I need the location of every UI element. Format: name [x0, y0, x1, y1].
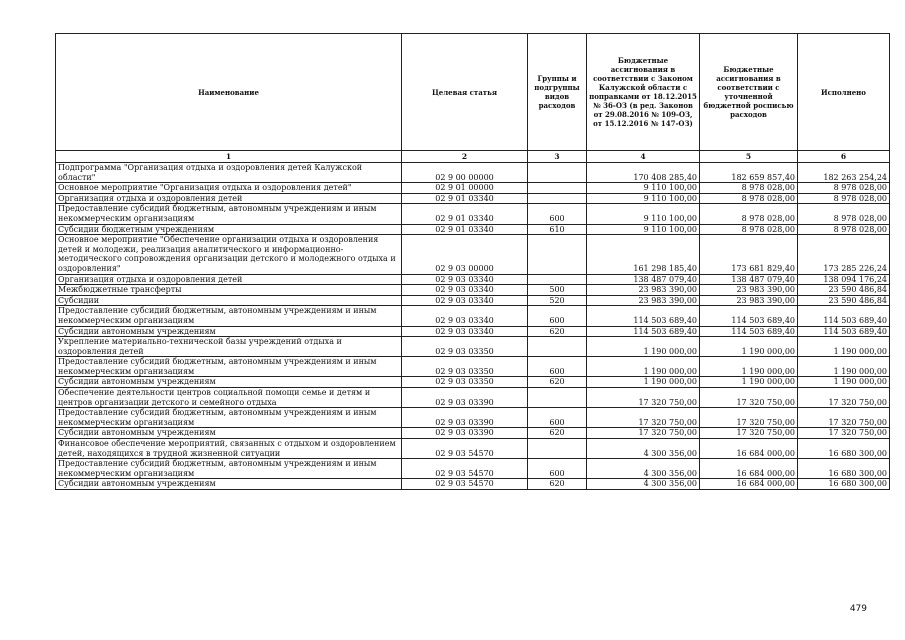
- column-number: 2: [402, 151, 528, 163]
- table-body: [56, 163, 890, 490]
- row-refined-amount: 1 190 000,00: [700, 357, 798, 377]
- row-law-amount: 9 110 100,00: [587, 204, 700, 224]
- header-row: [56, 34, 890, 151]
- table-row: [56, 326, 890, 337]
- row-refined-amount: 17 320 750,00: [700, 388, 798, 408]
- row-executed-amount: 8 978 028,00: [798, 183, 890, 194]
- row-expense-group: [528, 235, 587, 274]
- row-law-amount: 17 320 750,00: [587, 408, 700, 428]
- row-target-code: 02 9 01 03340: [402, 224, 528, 235]
- row-name: Основное мероприятие "Организация отдыха и оздоровления детей": [56, 183, 402, 194]
- row-executed-amount: 1 190 000,00: [798, 357, 890, 377]
- header-refined: Бюджетные ассигнования в соответствии с уточненной бюджетной росписью расходов: [700, 34, 798, 151]
- row-name: Финансовое обеспечение мероприятий, связанных с отдыхом и оздоровлением детей, находящихся в трудной жизненной ситуации: [56, 439, 402, 459]
- table-row: [56, 295, 890, 306]
- row-expense-group: [528, 183, 587, 194]
- row-target-code: 02 9 03 03340: [402, 274, 528, 285]
- row-law-amount: 1 190 000,00: [587, 377, 700, 388]
- row-refined-amount: 138 487 079,40: [700, 274, 798, 285]
- row-name: Субсидии автономным учреждениям: [56, 428, 402, 439]
- row-expense-group: 600: [528, 306, 587, 326]
- row-target-code: 02 9 01 00000: [402, 183, 528, 194]
- row-name: Субсидии автономным учреждениям: [56, 326, 402, 337]
- row-name: Предоставление субсидий бюджетным, автономным учреждениям и иным некоммерческим организациям: [56, 306, 402, 326]
- row-executed-amount: 114 503 689,40: [798, 326, 890, 337]
- row-law-amount: 138 487 079,40: [587, 274, 700, 285]
- row-target-code: 02 9 03 03390: [402, 388, 528, 408]
- table-row: [56, 183, 890, 194]
- row-executed-amount: 8 978 028,00: [798, 193, 890, 204]
- row-name: Межбюджетные трансферты: [56, 285, 402, 296]
- row-expense-group: 610: [528, 224, 587, 235]
- row-refined-amount: 17 320 750,00: [700, 428, 798, 439]
- row-target-code: 02 9 03 03390: [402, 428, 528, 439]
- table-row: [56, 163, 890, 183]
- row-refined-amount: 114 503 689,40: [700, 326, 798, 337]
- row-refined-amount: 114 503 689,40: [700, 306, 798, 326]
- row-name: Обеспечение деятельности центров социальной помощи семье и детям и центров организации детского и семейного отдыха: [56, 388, 402, 408]
- row-law-amount: 161 298 185,40: [587, 235, 700, 274]
- row-name: Предоставление субсидий бюджетным, автономным учреждениям и иным некоммерческим организациям: [56, 408, 402, 428]
- row-refined-amount: 8 978 028,00: [700, 183, 798, 194]
- table-row: [56, 357, 890, 377]
- row-law-amount: 4 300 356,00: [587, 479, 700, 490]
- row-expense-group: 600: [528, 459, 587, 479]
- row-executed-amount: 173 285 226,24: [798, 235, 890, 274]
- row-expense-group: 620: [528, 377, 587, 388]
- row-target-code: 02 9 03 03340: [402, 295, 528, 306]
- row-name: Предоставление субсидий бюджетным, автономным учреждениям и иным некоммерческим организациям: [56, 204, 402, 224]
- row-law-amount: 9 110 100,00: [587, 193, 700, 204]
- row-refined-amount: 8 978 028,00: [700, 193, 798, 204]
- table-row: [56, 285, 890, 296]
- row-executed-amount: 8 978 028,00: [798, 204, 890, 224]
- table-row: [56, 235, 890, 274]
- row-law-amount: 23 983 390,00: [587, 285, 700, 296]
- row-target-code: 02 9 03 03350: [402, 357, 528, 377]
- row-refined-amount: 17 320 750,00: [700, 408, 798, 428]
- header-groups: Группы и подгруппы видов расходов: [528, 34, 587, 151]
- row-target-code: 02 9 03 03340: [402, 306, 528, 326]
- table-row: [56, 274, 890, 285]
- table-row: [56, 479, 890, 490]
- row-expense-group: 620: [528, 326, 587, 337]
- row-law-amount: 9 110 100,00: [587, 224, 700, 235]
- row-name: Подпрограмма "Организация отдыха и оздоровления детей Калужской области": [56, 163, 402, 183]
- row-expense-group: 500: [528, 285, 587, 296]
- row-expense-group: [528, 388, 587, 408]
- row-name: Субсидии бюджетным учреждениям: [56, 224, 402, 235]
- row-executed-amount: 1 190 000,00: [798, 377, 890, 388]
- row-executed-amount: 16 680 300,00: [798, 459, 890, 479]
- column-number-row: [56, 151, 890, 163]
- row-executed-amount: 16 680 300,00: [798, 479, 890, 490]
- row-expense-group: 620: [528, 479, 587, 490]
- row-target-code: 02 9 00 00000: [402, 163, 528, 183]
- row-expense-group: 600: [528, 408, 587, 428]
- table-row: [56, 459, 890, 479]
- header-law: Бюджетные ассигнования в соответствии с Законом Калужской области с поправками от 18.12.2015 № 36-ОЗ (в ред. Законов от 29.08.2016 № 109-ОЗ, от 15.12.2016 № 147-ОЗ): [587, 34, 700, 151]
- row-target-code: 02 9 03 03350: [402, 377, 528, 388]
- row-expense-group: [528, 274, 587, 285]
- row-refined-amount: 8 978 028,00: [700, 204, 798, 224]
- row-refined-amount: 1 190 000,00: [700, 337, 798, 357]
- row-refined-amount: 23 983 390,00: [700, 285, 798, 296]
- row-target-code: 02 9 03 03340: [402, 326, 528, 337]
- row-refined-amount: 1 190 000,00: [700, 377, 798, 388]
- row-refined-amount: 23 983 390,00: [700, 295, 798, 306]
- column-number: 5: [700, 151, 798, 163]
- row-target-code: 02 9 03 54570: [402, 479, 528, 490]
- row-law-amount: 114 503 689,40: [587, 326, 700, 337]
- row-target-code: 02 9 01 03340: [402, 204, 528, 224]
- row-refined-amount: 8 978 028,00: [700, 224, 798, 235]
- row-executed-amount: 17 320 750,00: [798, 428, 890, 439]
- row-law-amount: 23 983 390,00: [587, 295, 700, 306]
- column-number: 3: [528, 151, 587, 163]
- row-law-amount: 17 320 750,00: [587, 428, 700, 439]
- header-target: Целевая статья: [402, 34, 528, 151]
- row-law-amount: 1 190 000,00: [587, 357, 700, 377]
- row-expense-group: [528, 163, 587, 183]
- row-name: Укрепление материально-технической базы учреждений отдыха и оздоровления детей: [56, 337, 402, 357]
- row-target-code: 02 9 03 00000: [402, 235, 528, 274]
- row-name: Предоставление субсидий бюджетным, автономным учреждениям и иным некоммерческим организациям: [56, 459, 402, 479]
- row-refined-amount: 16 684 000,00: [700, 459, 798, 479]
- row-name: Субсидии: [56, 295, 402, 306]
- row-executed-amount: 17 320 750,00: [798, 408, 890, 428]
- row-law-amount: 4 300 356,00: [587, 439, 700, 459]
- row-law-amount: 17 320 750,00: [587, 388, 700, 408]
- header-name: Наименование: [56, 34, 402, 151]
- table-row: [56, 408, 890, 428]
- table-row: [56, 204, 890, 224]
- row-law-amount: 4 300 356,00: [587, 459, 700, 479]
- row-executed-amount: 16 680 300,00: [798, 439, 890, 459]
- table-row: [56, 306, 890, 326]
- table-row: [56, 377, 890, 388]
- row-name: Основное мероприятие "Обеспечение организации отдыха и оздоровления детей и молодежи, реализация аналитического и информационно-методического сопровождения организации детского и молодежного отдыха и оздоровления": [56, 235, 402, 274]
- row-expense-group: [528, 439, 587, 459]
- page-number: 479: [849, 604, 867, 614]
- row-target-code: 02 9 03 54570: [402, 459, 528, 479]
- row-executed-amount: 23 590 486,84: [798, 285, 890, 296]
- table-row: [56, 428, 890, 439]
- row-executed-amount: 8 978 028,00: [798, 224, 890, 235]
- row-name: Организация отдыха и оздоровления детей: [56, 193, 402, 204]
- row-executed-amount: 138 094 176,24: [798, 274, 890, 285]
- row-name: Субсидии автономным учреждениям: [56, 377, 402, 388]
- column-number: 1: [56, 151, 402, 163]
- row-expense-group: [528, 193, 587, 204]
- row-executed-amount: 182 263 254,24: [798, 163, 890, 183]
- row-law-amount: 1 190 000,00: [587, 337, 700, 357]
- row-target-code: 02 9 03 03340: [402, 285, 528, 296]
- row-target-code: 02 9 01 03340: [402, 193, 528, 204]
- row-name: Предоставление субсидий бюджетным, автономным учреждениям и иным некоммерческим организациям: [56, 357, 402, 377]
- row-expense-group: 600: [528, 357, 587, 377]
- row-law-amount: 9 110 100,00: [587, 183, 700, 194]
- row-name: Организация отдыха и оздоровления детей: [56, 274, 402, 285]
- table-row: [56, 224, 890, 235]
- column-number: 6: [798, 151, 890, 163]
- row-expense-group: 600: [528, 204, 587, 224]
- header-executed: Исполнено: [798, 34, 890, 151]
- row-expense-group: 520: [528, 295, 587, 306]
- row-target-code: 02 9 03 03390: [402, 408, 528, 428]
- row-executed-amount: 1 190 000,00: [798, 337, 890, 357]
- row-refined-amount: 16 684 000,00: [700, 479, 798, 490]
- row-expense-group: 620: [528, 428, 587, 439]
- budget-table: [55, 33, 890, 490]
- table-row: [56, 193, 890, 204]
- row-executed-amount: 114 503 689,40: [798, 306, 890, 326]
- row-target-code: 02 9 03 54570: [402, 439, 528, 459]
- row-target-code: 02 9 03 03350: [402, 337, 528, 357]
- row-refined-amount: 182 659 857,40: [700, 163, 798, 183]
- row-refined-amount: 16 684 000,00: [700, 439, 798, 459]
- row-expense-group: [528, 337, 587, 357]
- row-executed-amount: 17 320 750,00: [798, 388, 890, 408]
- row-law-amount: 114 503 689,40: [587, 306, 700, 326]
- row-name: Субсидии автономным учреждениям: [56, 479, 402, 490]
- row-executed-amount: 23 590 486,84: [798, 295, 890, 306]
- table-row: [56, 439, 890, 459]
- row-refined-amount: 173 681 829,40: [700, 235, 798, 274]
- column-number: 4: [587, 151, 700, 163]
- row-law-amount: 170 408 285,40: [587, 163, 700, 183]
- table-row: [56, 388, 890, 408]
- table-row: [56, 337, 890, 357]
